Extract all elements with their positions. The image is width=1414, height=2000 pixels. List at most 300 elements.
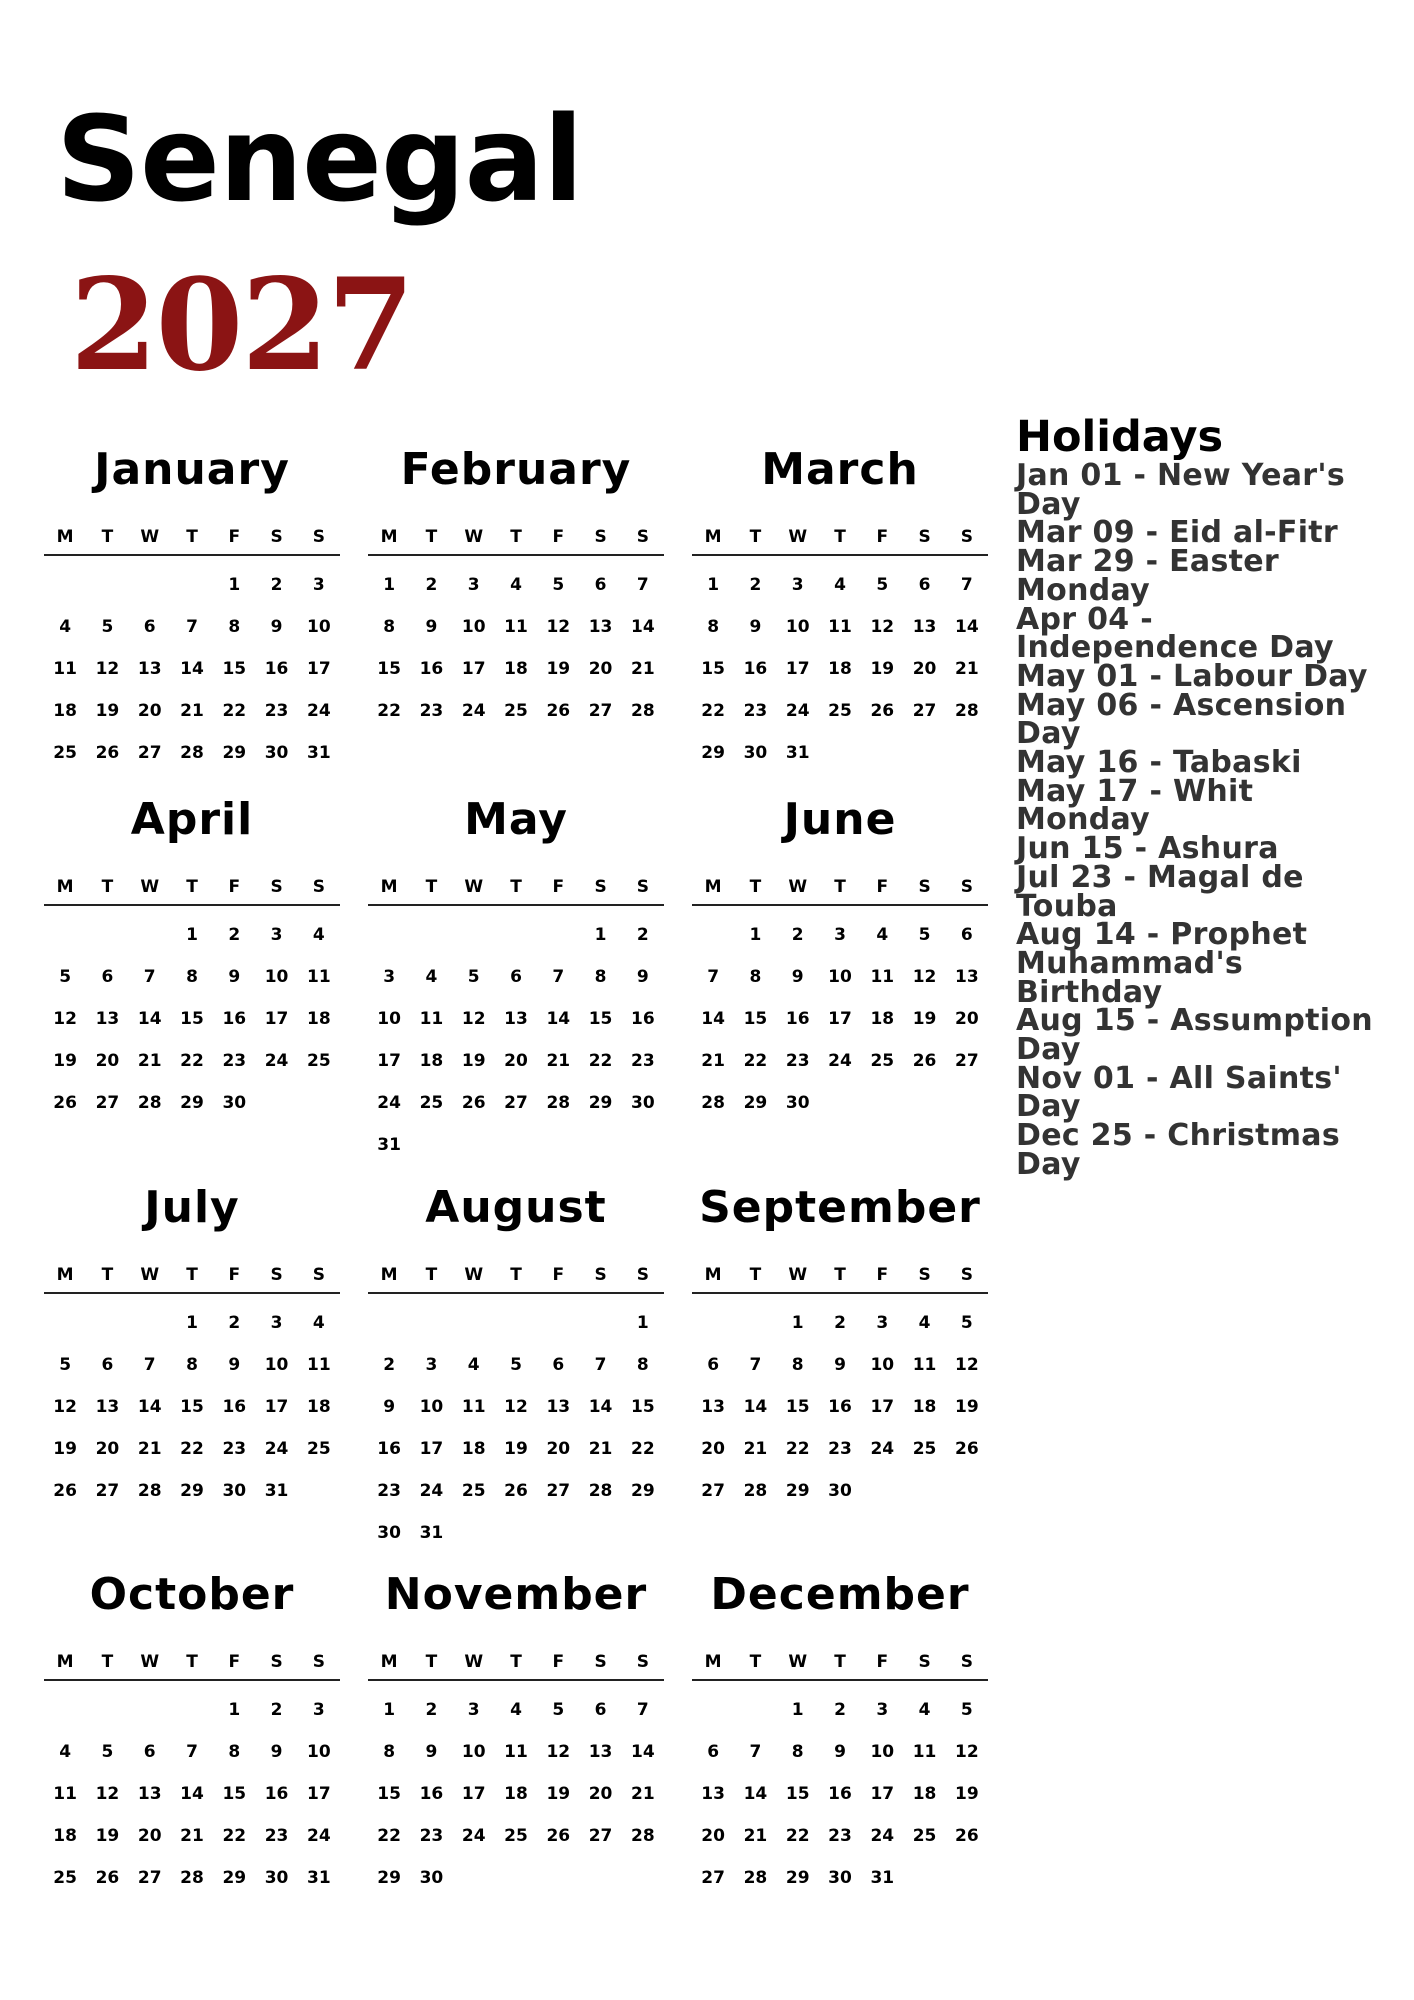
day-cell: 17 (264, 1009, 289, 1029)
day-cell: 21 (701, 1051, 725, 1071)
day-cell: 18 (461, 1439, 486, 1459)
day-cell: 23 (631, 1051, 655, 1071)
weekday-header: S (594, 527, 607, 547)
day-cell: 7 (636, 1700, 649, 1720)
day-cell: 17 (870, 1784, 895, 1804)
day-cell: 3 (834, 925, 846, 945)
day-cell: 4 (510, 575, 522, 595)
day-cell: 29 (180, 1093, 204, 1113)
day-cell: 19 (955, 1397, 979, 1417)
day-cell: 16 (631, 1009, 655, 1029)
holiday-item: Aug 15 - Assumption Day (1016, 1003, 1373, 1068)
day-cell: 29 (631, 1481, 655, 1501)
day-cell: 29 (377, 1868, 401, 1888)
day-cell: 30 (828, 1868, 852, 1888)
weekday-header: T (425, 877, 438, 897)
day-cell: 2 (228, 1313, 241, 1333)
day-cell: 13 (588, 1742, 613, 1762)
day-cell: 6 (707, 1355, 720, 1375)
day-cell: 2 (834, 1700, 846, 1720)
day-cell: 27 (912, 701, 937, 721)
weekday-header-row (368, 1645, 664, 1681)
day-cell: 23 (222, 1439, 247, 1459)
day-cell: 12 (870, 617, 895, 637)
day-cell: 22 (222, 1826, 247, 1846)
day-cell: 1 (228, 1700, 241, 1720)
day-cell: 27 (955, 1051, 979, 1071)
weekday-header: F (876, 1652, 889, 1672)
day-cell: 27 (588, 701, 613, 721)
day-cell: 29 (180, 1481, 204, 1501)
day-cell: 3 (791, 575, 804, 595)
day-cell: 6 (707, 1742, 720, 1762)
weekday-header: T (510, 1652, 522, 1672)
holiday-item: May 06 - Ascension Day (1016, 687, 1347, 752)
day-cell: 29 (785, 1868, 810, 1888)
day-cell: 22 (785, 1826, 810, 1846)
empty-day-cell (86, 564, 128, 606)
day-cell: 20 (504, 1051, 528, 1071)
weekday-header: S (312, 877, 325, 897)
day-cell: 31 (264, 1481, 289, 1501)
month-title: June (783, 794, 897, 845)
day-cell: 21 (631, 659, 655, 679)
day-cell: 14 (137, 1397, 162, 1417)
weekday-header-row (44, 1258, 340, 1294)
day-cell: 7 (960, 575, 973, 595)
day-cell: 12 (912, 967, 937, 987)
day-cell: 23 (377, 1481, 401, 1501)
day-cell: 26 (461, 1093, 486, 1113)
day-cell: 13 (701, 1397, 725, 1417)
empty-day-cell (129, 914, 171, 956)
day-cell: 7 (143, 967, 156, 987)
weekday-header: T (186, 1265, 198, 1285)
day-cell: 24 (461, 1826, 486, 1846)
weekday-header: W (788, 877, 808, 897)
weekday-header: T (186, 1652, 198, 1672)
day-cell: 19 (95, 701, 120, 721)
month-february (368, 440, 664, 732)
day-cell: 15 (222, 659, 247, 679)
day-cell: 29 (222, 743, 247, 763)
weekday-header: F (228, 877, 241, 897)
day-cell: 21 (180, 701, 204, 721)
day-cell: 7 (143, 1355, 156, 1375)
empty-day-cell (495, 1302, 537, 1344)
day-cell: 23 (828, 1826, 852, 1846)
day-cell: 26 (95, 1868, 120, 1888)
day-cell: 19 (955, 1784, 979, 1804)
day-cell: 2 (425, 575, 438, 595)
day-cell: 3 (876, 1313, 889, 1333)
weekday-header-row (44, 1645, 340, 1681)
day-cell: 22 (180, 1051, 204, 1071)
weekday-header: T (510, 527, 522, 547)
day-cell: 6 (101, 967, 114, 987)
weekday-header: T (834, 877, 846, 897)
day-cell: 17 (377, 1051, 401, 1071)
day-cell: 9 (834, 1355, 846, 1375)
weekday-header: M (704, 1265, 722, 1285)
day-cell: 11 (912, 1355, 937, 1375)
month-title: March (761, 444, 919, 495)
day-cell: 8 (791, 1742, 804, 1762)
day-cell: 1 (383, 575, 396, 595)
day-cell: 29 (588, 1093, 613, 1113)
day-cell: 31 (377, 1135, 401, 1155)
weekday-header-row (44, 520, 340, 556)
day-cell: 31 (307, 743, 331, 763)
day-cell: 14 (180, 1784, 204, 1804)
month-title: October (89, 1569, 295, 1620)
day-cell: 29 (222, 1868, 247, 1888)
weekday-header: S (960, 1652, 973, 1672)
day-cell: 9 (270, 1742, 283, 1762)
weekday-header: S (918, 527, 931, 547)
day-cell: 9 (425, 1742, 438, 1762)
weekday-header-row (44, 870, 340, 906)
day-cell: 21 (588, 1439, 613, 1459)
empty-day-cell (734, 1302, 776, 1344)
weekday-header: T (425, 1652, 438, 1672)
day-cell: 18 (419, 1051, 444, 1071)
day-cell: 24 (828, 1051, 852, 1071)
day-cell: 4 (467, 1355, 480, 1375)
weekday-header-row (368, 1258, 664, 1294)
month-title: September (699, 1182, 981, 1233)
day-grid (44, 564, 340, 774)
day-cell: 18 (53, 1826, 77, 1846)
day-cell: 25 (504, 701, 528, 721)
day-grid (44, 1689, 340, 1899)
day-cell: 10 (870, 1742, 895, 1762)
day-cell: 1 (791, 1700, 804, 1720)
day-cell: 27 (701, 1868, 725, 1888)
day-cell: 9 (228, 967, 241, 987)
day-cell: 1 (228, 575, 241, 595)
day-cell: 2 (834, 1313, 846, 1333)
month-march (692, 440, 988, 774)
day-cell: 6 (143, 617, 156, 637)
day-cell: 20 (546, 1439, 571, 1459)
weekday-header: T (101, 1652, 114, 1672)
day-cell: 20 (912, 659, 937, 679)
day-cell: 14 (546, 1009, 571, 1029)
day-cell: 24 (264, 1439, 289, 1459)
day-cell: 27 (504, 1093, 528, 1113)
day-cell: 11 (461, 1397, 486, 1417)
day-cell: 17 (307, 1784, 331, 1804)
month-may (368, 790, 664, 1166)
day-cell: 14 (701, 1009, 725, 1029)
weekday-header: W (464, 527, 484, 547)
day-cell: 22 (631, 1439, 655, 1459)
day-cell: 2 (636, 925, 649, 945)
day-cell: 23 (419, 1826, 444, 1846)
day-cell: 5 (552, 575, 565, 595)
weekday-header: M (380, 1265, 398, 1285)
calendar-year: 2027 (70, 251, 413, 399)
day-cell: 2 (425, 1700, 438, 1720)
weekday-header: M (380, 527, 398, 547)
weekday-header: F (228, 1652, 241, 1672)
day-cell: 19 (912, 1009, 937, 1029)
weekday-header: W (140, 527, 160, 547)
month-title: January (94, 444, 290, 495)
weekday-header: T (749, 877, 762, 897)
day-cell: 25 (912, 1439, 937, 1459)
weekday-header: T (749, 527, 762, 547)
day-cell: 14 (631, 1742, 655, 1762)
day-cell: 13 (701, 1784, 725, 1804)
weekday-header-row (368, 870, 664, 906)
day-cell: 28 (137, 1481, 162, 1501)
day-cell: 11 (504, 617, 528, 637)
day-cell: 15 (701, 659, 725, 679)
day-cell: 16 (264, 1784, 289, 1804)
calendar-country-title: Senegal (56, 90, 583, 228)
weekday-header: S (960, 527, 973, 547)
day-grid (368, 914, 664, 1166)
day-cell: 1 (749, 925, 762, 945)
day-cell: 11 (53, 659, 77, 679)
day-cell: 25 (419, 1093, 444, 1113)
day-cell: 23 (264, 1826, 289, 1846)
day-cell: 23 (264, 701, 289, 721)
day-cell: 25 (828, 701, 852, 721)
weekday-header: F (228, 527, 241, 547)
day-cell: 17 (307, 659, 331, 679)
day-cell: 8 (186, 1355, 198, 1375)
holiday-item: May 16 - Tabaski (1016, 745, 1302, 781)
day-cell: 25 (307, 1439, 331, 1459)
weekday-header: T (834, 1652, 846, 1672)
day-cell: 31 (870, 1868, 895, 1888)
day-cell: 26 (955, 1826, 979, 1846)
day-cell: 10 (264, 1355, 289, 1375)
day-cell: 2 (270, 1700, 283, 1720)
holiday-item: Mar 09 - Eid al-Fitr (1016, 515, 1339, 551)
day-cell: 26 (53, 1481, 77, 1501)
weekday-header: S (270, 1265, 283, 1285)
day-cell: 8 (791, 1355, 804, 1375)
day-cell: 15 (180, 1009, 204, 1029)
weekday-header: W (140, 1265, 160, 1285)
day-cell: 19 (546, 1784, 571, 1804)
day-cell: 30 (222, 1093, 247, 1113)
day-cell: 26 (546, 1826, 571, 1846)
empty-day-cell (86, 914, 128, 956)
day-cell: 10 (377, 1009, 401, 1029)
day-cell: 1 (594, 925, 607, 945)
day-cell: 14 (180, 659, 204, 679)
day-cell: 12 (955, 1355, 979, 1375)
day-cell: 4 (834, 575, 846, 595)
day-cell: 1 (383, 1700, 396, 1720)
day-cell: 12 (546, 617, 571, 637)
day-cell: 29 (785, 1481, 810, 1501)
day-cell: 16 (419, 659, 444, 679)
day-cell: 7 (749, 1742, 762, 1762)
empty-day-cell (171, 564, 213, 606)
day-cell: 7 (594, 1355, 607, 1375)
day-cell: 19 (870, 659, 895, 679)
day-cell: 28 (180, 743, 204, 763)
day-cell: 1 (636, 1313, 649, 1333)
day-cell: 2 (791, 925, 804, 945)
day-cell: 11 (307, 967, 331, 987)
day-cell: 23 (785, 1051, 810, 1071)
day-cell: 26 (95, 743, 120, 763)
month-april (44, 790, 340, 1124)
day-cell: 27 (95, 1093, 120, 1113)
day-cell: 1 (791, 1313, 804, 1333)
day-cell: 29 (701, 743, 725, 763)
day-cell: 26 (546, 701, 571, 721)
month-title: December (710, 1569, 970, 1620)
weekday-header: S (594, 1652, 607, 1672)
day-cell: 30 (419, 1868, 444, 1888)
day-cell: 16 (419, 1784, 444, 1804)
empty-day-cell (410, 914, 452, 956)
holiday-item: Nov 01 - All Saints' Day (1016, 1060, 1342, 1125)
empty-day-cell (692, 914, 734, 956)
day-cell: 12 (95, 1784, 120, 1804)
day-cell: 24 (419, 1481, 444, 1501)
day-cell: 25 (504, 1826, 528, 1846)
day-cell: 12 (955, 1742, 979, 1762)
day-cell: 24 (307, 701, 331, 721)
day-cell: 20 (95, 1439, 120, 1459)
holidays-title: Holidays (1016, 412, 1224, 462)
day-cell: 6 (960, 925, 973, 945)
day-cell: 9 (834, 1742, 846, 1762)
day-cell: 18 (912, 1397, 937, 1417)
weekday-header: T (510, 877, 522, 897)
day-cell: 17 (461, 659, 486, 679)
day-cell: 5 (960, 1700, 973, 1720)
day-cell: 4 (510, 1700, 522, 1720)
day-cell: 5 (59, 967, 72, 987)
day-cell: 9 (383, 1397, 396, 1417)
day-cell: 21 (631, 1784, 655, 1804)
empty-day-cell (44, 564, 86, 606)
day-cell: 17 (828, 1009, 852, 1029)
day-cell: 22 (588, 1051, 613, 1071)
day-cell: 16 (828, 1397, 852, 1417)
month-november (368, 1565, 664, 1899)
day-cell: 30 (743, 743, 768, 763)
day-cell: 21 (137, 1051, 162, 1071)
day-cell: 10 (419, 1397, 444, 1417)
day-cell: 10 (264, 967, 289, 987)
day-cell: 19 (53, 1051, 77, 1071)
day-cell: 10 (461, 1742, 486, 1762)
weekday-header: T (101, 877, 114, 897)
day-cell: 25 (307, 1051, 331, 1071)
day-cell: 9 (749, 617, 762, 637)
weekday-header: M (56, 877, 74, 897)
weekday-header: S (270, 1652, 283, 1672)
day-cell: 22 (377, 701, 401, 721)
day-cell: 10 (307, 617, 331, 637)
day-cell: 12 (461, 1009, 486, 1029)
day-cell: 4 (312, 1313, 325, 1333)
day-cell: 24 (264, 1051, 289, 1071)
holiday-item: May 17 - Whit Monday (1016, 773, 1254, 838)
weekday-header: S (960, 1265, 973, 1285)
weekday-header-row (692, 1258, 988, 1294)
day-cell: 7 (707, 967, 720, 987)
day-cell: 6 (552, 1355, 565, 1375)
day-cell: 4 (59, 1742, 72, 1762)
weekday-header: S (636, 527, 649, 547)
weekday-header: S (594, 1265, 607, 1285)
day-cell: 11 (307, 1355, 331, 1375)
day-cell: 28 (743, 1868, 768, 1888)
day-cell: 4 (312, 925, 325, 945)
day-cell: 6 (594, 1700, 607, 1720)
day-cell: 14 (955, 617, 979, 637)
weekday-header: T (186, 877, 198, 897)
day-grid (368, 1689, 664, 1899)
day-cell: 18 (307, 1397, 331, 1417)
day-cell: 15 (377, 1784, 401, 1804)
empty-day-cell (171, 1689, 213, 1731)
day-cell: 17 (264, 1397, 289, 1417)
day-cell: 4 (876, 925, 889, 945)
weekday-header: M (704, 527, 722, 547)
day-cell: 30 (377, 1523, 401, 1543)
day-cell: 31 (419, 1523, 444, 1543)
day-cell: 8 (707, 617, 720, 637)
day-cell: 24 (461, 701, 486, 721)
weekday-header: W (464, 1265, 484, 1285)
day-cell: 8 (594, 967, 607, 987)
day-cell: 25 (461, 1481, 486, 1501)
day-cell: 9 (791, 967, 804, 987)
day-cell: 24 (307, 1826, 331, 1846)
month-title: April (130, 794, 254, 845)
day-cell: 5 (101, 617, 114, 637)
day-cell: 10 (828, 967, 852, 987)
day-cell: 14 (631, 617, 655, 637)
day-grid (692, 914, 988, 1124)
empty-day-cell (734, 1689, 776, 1731)
day-grid (44, 1302, 340, 1512)
weekday-header: F (552, 877, 565, 897)
day-cell: 5 (552, 1700, 565, 1720)
month-july (44, 1178, 340, 1512)
empty-day-cell (579, 1302, 621, 1344)
day-cell: 16 (828, 1784, 852, 1804)
day-cell: 23 (222, 1051, 247, 1071)
day-cell: 27 (588, 1826, 613, 1846)
day-cell: 7 (636, 575, 649, 595)
weekday-header: F (876, 877, 889, 897)
day-cell: 16 (222, 1397, 247, 1417)
day-cell: 13 (546, 1397, 571, 1417)
day-cell: 26 (912, 1051, 937, 1071)
day-cell: 28 (546, 1093, 571, 1113)
day-cell: 12 (53, 1009, 77, 1029)
day-cell: 14 (588, 1397, 613, 1417)
day-cell: 6 (918, 575, 931, 595)
day-cell: 19 (504, 1439, 528, 1459)
day-cell: 22 (222, 701, 247, 721)
day-cell: 6 (101, 1355, 114, 1375)
